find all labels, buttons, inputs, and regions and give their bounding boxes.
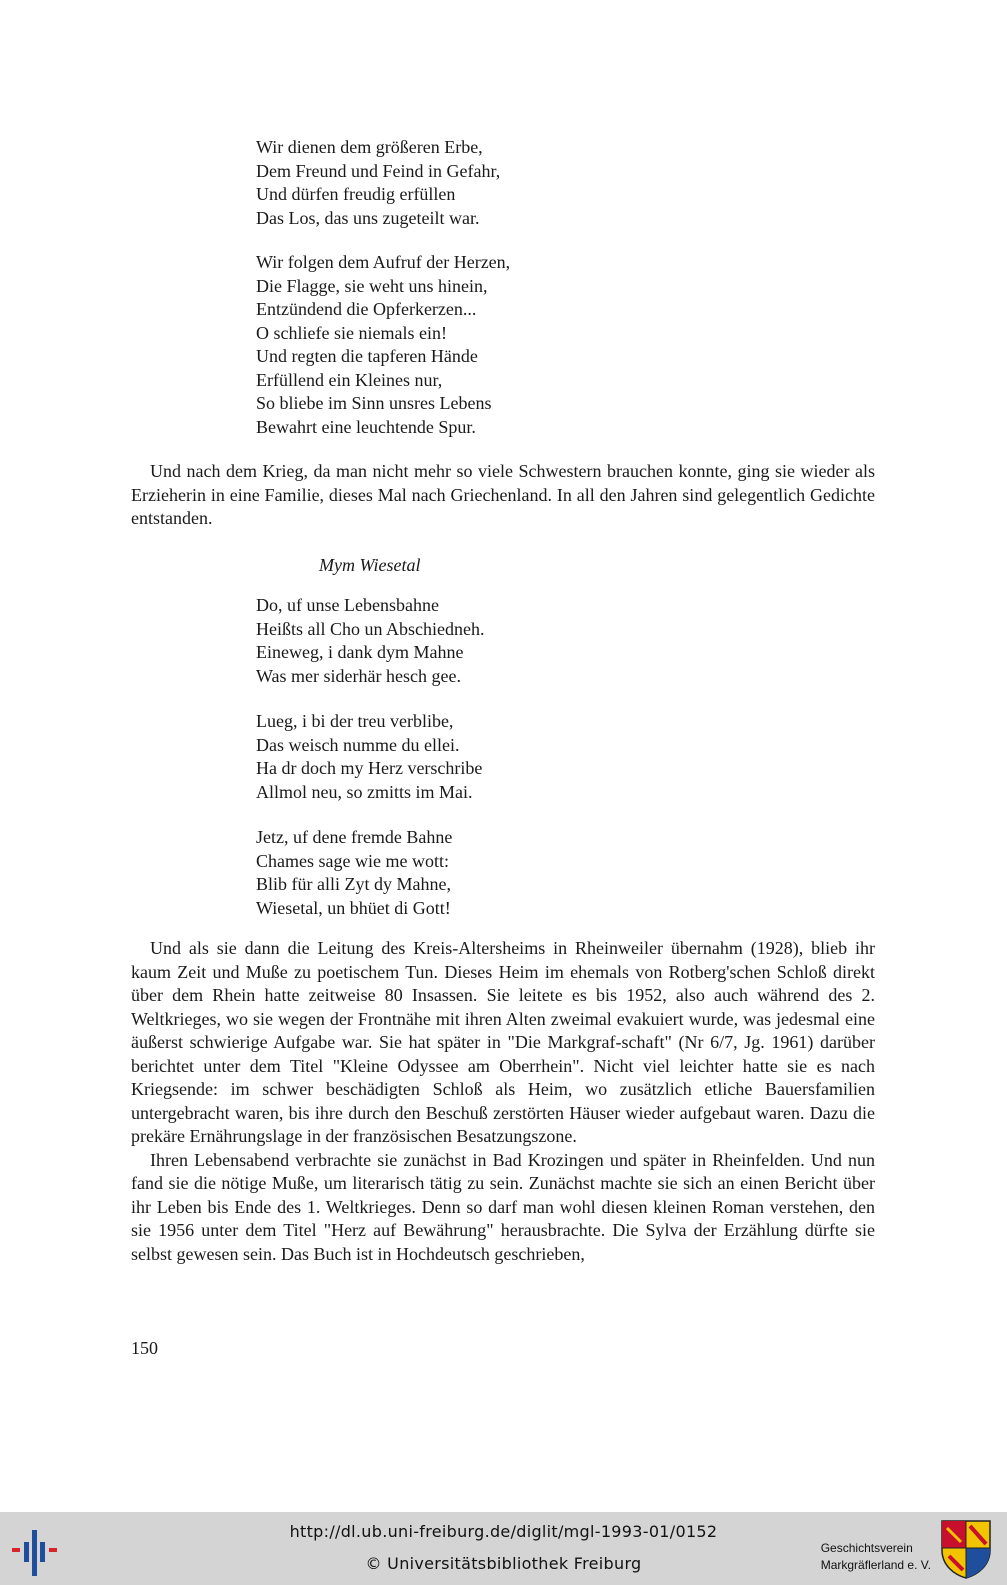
- poem-line: Und dürfen freudig erfüllen: [256, 184, 456, 204]
- paragraph: Und nach dem Krieg, da man nicht mehr so viele Schwestern brauchen konnte, ging sie wieder als Erzieherin in eine Familie, dieses Mal nach Griechenland. In all den Jahren sind gelegentlich Gedichte entstanden.: [131, 461, 875, 528]
- page-number: 150: [131, 1338, 158, 1358]
- footer-url-link[interactable]: http://dl.ub.uni-freiburg.de/diglit/mgl-1993-01/0152: [289, 1522, 718, 1541]
- poem-line: Wiesetal, un bhüet di Gott!: [256, 897, 451, 918]
- society-name-line-1: Geschichtsverein: [820, 1541, 913, 1555]
- society-name: [821, 1540, 931, 1574]
- poem-stanza-1: [256, 136, 500, 230]
- poem-line: Entzündend die Opferkerzen...: [256, 299, 477, 319]
- footer-copyright: © Universitätsbibliothek Freiburg: [365, 1554, 642, 1573]
- poem-line: Dem Freund und Feind in Gefahr,: [256, 160, 501, 181]
- poem-stanza-3: [256, 594, 484, 688]
- poem-line: Heißts all Cho un Abschiedneh.: [256, 618, 485, 639]
- poem-line: Do, uf unse Lebensbahne: [256, 595, 439, 615]
- paragraph: Und als sie dann die Leitung des Kreis-Altersheims in Rheinweiler übernahm (1928), blieb ihr kaum Zeit und Muße zu poetischem Tun. Dieses Heim im ehemals von Rotberg'schen Schloß direkt über dem Rhein hatte zeitweise 80 Insassen. Sie leitete es bis 1952, also auch während des 2. Weltkrieges, wo sie wegen der Frontnähe mit ihren Alten zweimal evakuiert wurde, was jedesmal eine äußerst schwierige Aufgabe war. Sie hat später in "Die Markgraf-schaft" (Nr 6/7, Jg. 1961) darüber berichtet unter dem Titel "Kleine Odyssee am Oberrhein". Nicht viel leichter hatte sie es nach Kriegsende: im schwer beschädigten Schloß als Heim, wo zusätzlich etliche Bauersfamilien untergebracht waren, bis ihre durch den Beschuß zerstörten Häuser wieder aufgebaut waren. Dazu die prekäre Ernährungslage in der französischen Besatzungszone.: [131, 938, 875, 1146]
- poem-line: Wir folgen dem Aufruf der Herzen,: [256, 252, 511, 272]
- paragraph: Ihren Lebensabend verbrachte sie zunächst in Bad Krozingen und später in Rheinfelden. Und nun fand sie die nötige Muße, um literarisch tätig zu sein. Zunächst machte sie sich an einen Bericht über ihr Leben bis Ende des 1. Weltkrieges. Denn so darf man wohl diesen kleinen Roman verstehen, den sie 1956 unter dem Titel "Herz auf Bewährung" herausbrachte. Die Sylva der Erzählung dürfte sie selbst gewesen sein. Das Buch ist in Hochdeutsch geschrieben,: [131, 1149, 875, 1264]
- poem-line: Ha dr doch my Herz verschribe: [256, 758, 483, 778]
- prose-block-2: [131, 937, 875, 1266]
- poem-line: Allmol neu, so zmitts im Mai.: [256, 781, 473, 802]
- poem-line: Was mer siderhär hesch gee.: [256, 665, 461, 686]
- poem-line: O schliefe sie niemals ein!: [256, 322, 447, 343]
- prose-block-1: [131, 460, 875, 531]
- poem-line: Blib für alli Zyt dy Mahne,: [256, 874, 451, 894]
- poem-line: Erfüllend ein Kleines nur,: [256, 369, 443, 390]
- poem-stanza-5: [256, 826, 452, 920]
- poem-line: Die Flagge, sie weht uns hinein,: [256, 275, 488, 296]
- poem-line: Chames sage wie me wott:: [256, 850, 449, 871]
- footer-bar: [0, 1512, 1007, 1585]
- poem-line: Wir dienen dem größeren Erbe,: [256, 137, 483, 157]
- poem-line: Und regten die tapferen Hände: [256, 346, 478, 366]
- poem-title: Mym Wiesetal: [319, 555, 421, 575]
- poem-line: Lueg, i bi der treu verblibe,: [256, 711, 454, 731]
- poem-stanza-4: [256, 710, 482, 804]
- poem-stanza-2: [256, 251, 510, 439]
- poem-line: Eineweg, i dank dym Mahne: [256, 642, 464, 662]
- poem-line: Bewahrt eine leuchtende Spur.: [256, 416, 476, 437]
- coat-of-arms-icon: [939, 1518, 993, 1580]
- poem-line: So bliebe im Sinn unsres Lebens: [256, 393, 492, 413]
- poem-line: Das Los, das uns zugeteilt war.: [256, 207, 480, 228]
- poem-line: Jetz, uf dene fremde Bahne: [256, 827, 453, 847]
- poem-line: Das weisch numme du ellei.: [256, 734, 460, 755]
- society-name-line-2: Markgräflerland e. V.: [820, 1558, 931, 1572]
